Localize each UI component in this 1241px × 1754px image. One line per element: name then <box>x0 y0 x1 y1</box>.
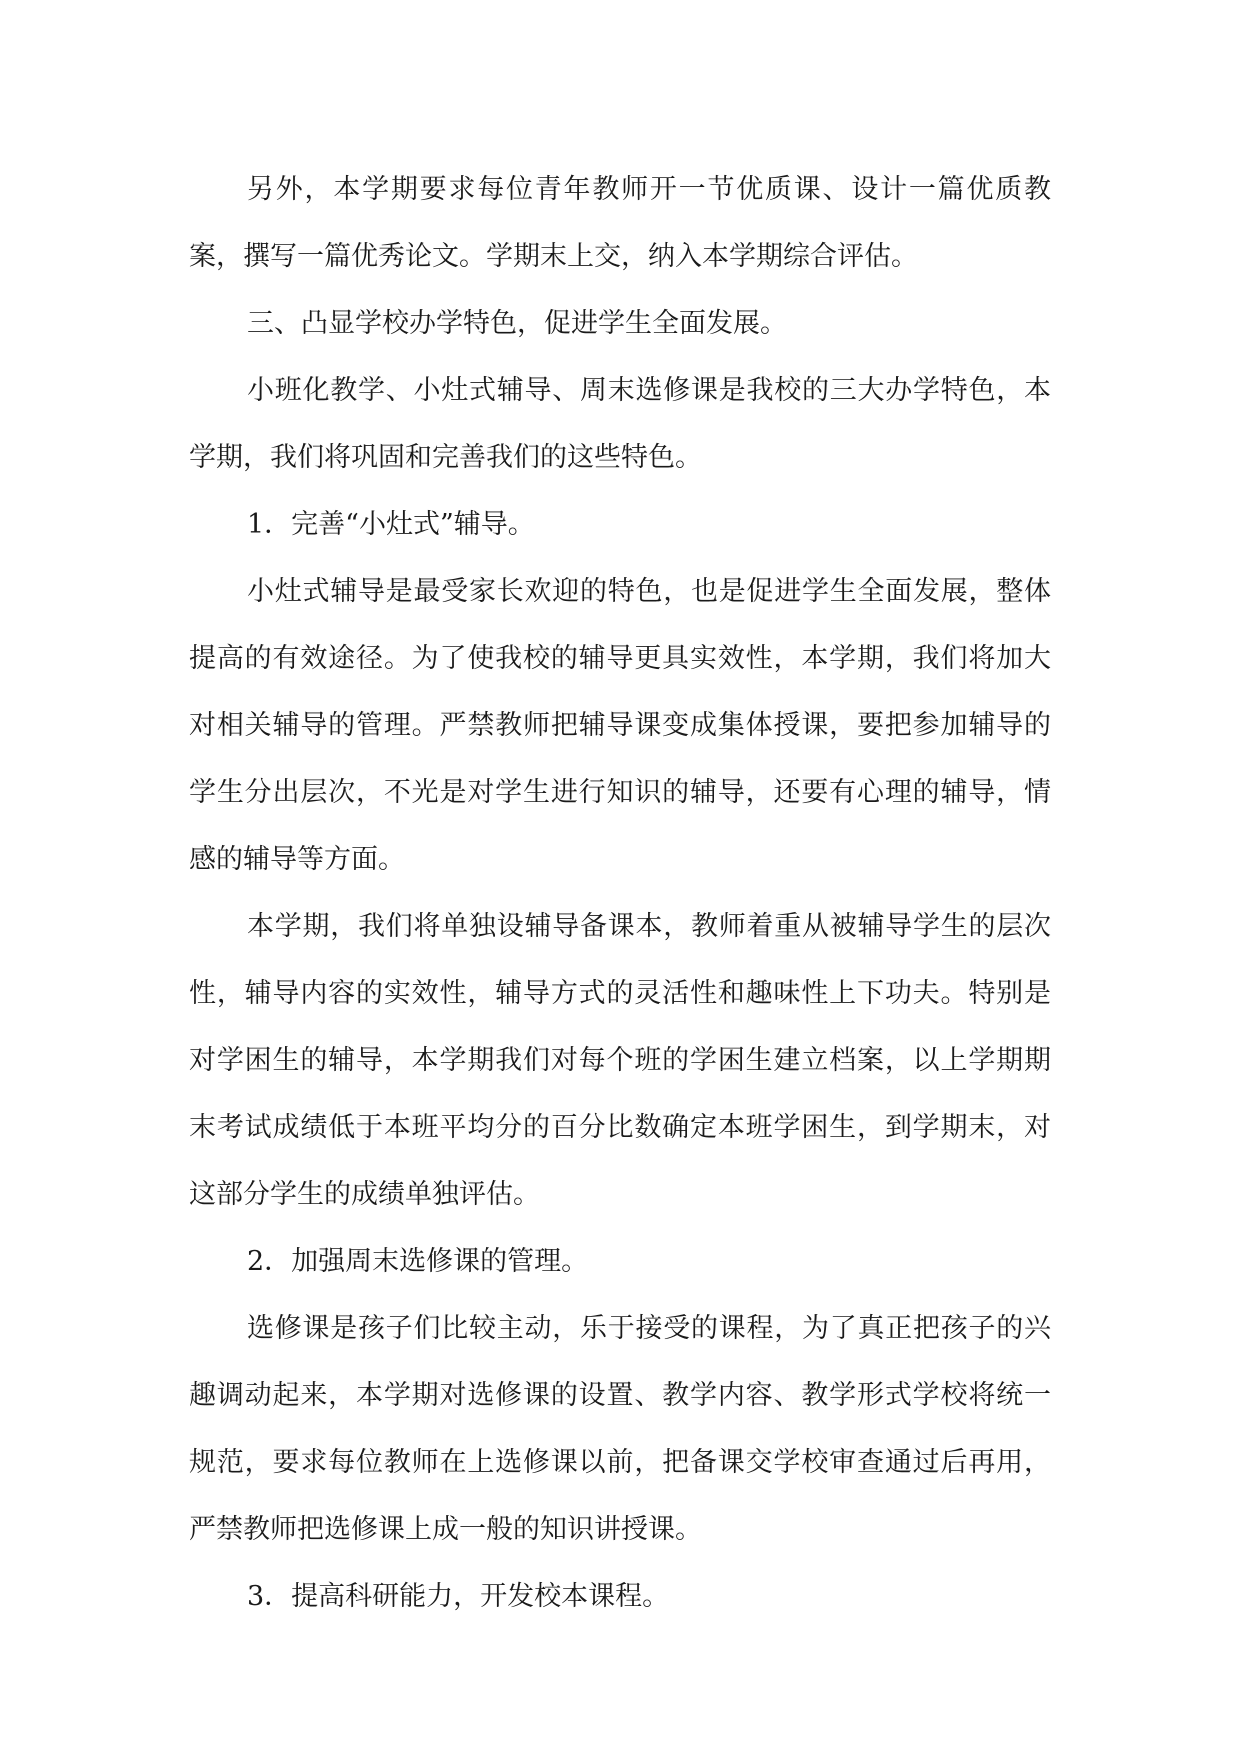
paragraph: 选修课是孩子们比较主动，乐于接受的课程，为了真正把孩子的兴趣调动起来，本学期对选修课的设置、教学内容、教学形式学校将统一规范，要求每位教师在上选修课以前，把备课交学校审查通过后再用，严禁教师把选修课上成一般的知识讲授课。 <box>189 1313 1051 1545</box>
subsection-heading: 1．完善“小灶式”辅导。 <box>247 509 535 540</box>
subsection-heading: 2．加强周末选修课的管理。 <box>247 1246 589 1277</box>
paragraph: 小灶式辅导是最受家长欢迎的特色，也是促进学生全面发展，整体提高的有效途径。为了使我校的辅导更具实效性，本学期，我们将加大对相关辅导的管理。严禁教师把辅导课变成集体授课，要把参加辅导的学生分出层次，不光是对学生进行知识的辅导，还要有心理的辅导，情感的辅导等方面。 <box>189 576 1051 875</box>
paragraph: 小班化教学、小灶式辅导、周末选修课是我校的三大办学特色，本学期，我们将巩固和完善我们的这些特色。 <box>189 375 1051 473</box>
subsection-heading: 3．提高科研能力，开发校本课程。 <box>247 1581 670 1612</box>
paragraph: 本学期，我们将单独设辅导备课本，教师着重从被辅导学生的层次性，辅导内容的实效性，辅导方式的灵活性和趣味性上下功夫。特别是对学困生的辅导，本学期我们对每个班的学困生建立档案，以上学期期末考试成绩低于本班平均分的百分比数确定本班学困生，到学期末，对这部分学生的成绩单独评估。 <box>189 911 1051 1210</box>
document-body <box>189 156 1051 1630</box>
section-heading: 三、凸显学校办学特色，促进学生全面发展。 <box>247 308 787 339</box>
paragraph: 另外，本学期要求每位青年教师开一节优质课、设计一篇优质教案，撰写一篇优秀论文。学期末上交，纳入本学期综合评估。 <box>189 174 1051 272</box>
